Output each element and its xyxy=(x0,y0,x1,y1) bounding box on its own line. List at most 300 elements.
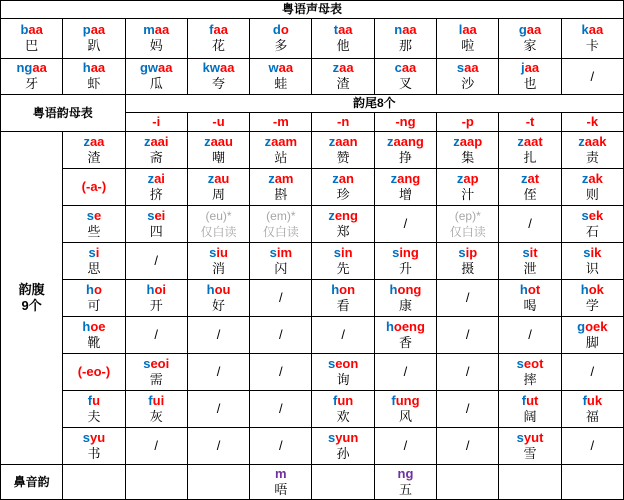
initial-part: s xyxy=(269,244,277,260)
syllabic-nasal-label: 鼻音韵 xyxy=(1,465,62,499)
romanization xyxy=(331,282,355,298)
initial-part: f xyxy=(333,392,338,408)
final-part: aa xyxy=(154,22,170,37)
example-character: 开 xyxy=(149,298,163,314)
romanization xyxy=(82,319,105,335)
example-character: 蛙 xyxy=(274,77,288,92)
example-character: 书 xyxy=(87,446,101,462)
final-part: eot xyxy=(523,355,544,371)
example-character: 侄 xyxy=(523,187,537,203)
romanization xyxy=(143,356,169,372)
romanization xyxy=(143,22,169,38)
example-character: 五 xyxy=(398,482,412,498)
nasal-row-cell xyxy=(499,465,560,499)
final-part: aa xyxy=(28,22,43,37)
example-character: 需 xyxy=(149,372,163,388)
nasal-row-cell xyxy=(312,465,373,499)
not-applicable-mark: / xyxy=(154,327,159,342)
final-cell xyxy=(437,317,498,353)
romanization xyxy=(459,22,477,38)
example-character: 先 xyxy=(336,261,350,277)
nucleus-cell xyxy=(63,206,124,242)
initial-part: h xyxy=(206,281,215,297)
initial-part: g xyxy=(518,22,527,37)
romanization xyxy=(334,245,353,261)
romanization xyxy=(333,60,354,76)
final-cell xyxy=(312,391,373,427)
romanization xyxy=(392,245,419,261)
final-part: yun xyxy=(335,429,359,445)
romanization xyxy=(581,208,603,224)
final-cell xyxy=(250,428,311,464)
example-character: 站 xyxy=(274,150,288,166)
initial-part: w xyxy=(268,60,279,75)
final-part: iu xyxy=(216,244,228,260)
final-part: oe xyxy=(90,318,106,334)
example-character: 石 xyxy=(585,224,599,240)
not-applicable-mark: / xyxy=(216,438,221,453)
final-part: aan xyxy=(335,133,358,149)
final-part: aa xyxy=(588,22,604,37)
final-part: u xyxy=(92,392,101,408)
romanization xyxy=(204,134,233,150)
final-part: eon xyxy=(335,355,359,371)
romanization xyxy=(83,22,105,38)
final-part: ut xyxy=(526,392,539,408)
final-part: ei xyxy=(154,207,166,223)
romanization xyxy=(203,60,235,76)
final-part: it xyxy=(529,244,538,260)
example-character: 挣 xyxy=(398,150,412,166)
example-character: 消 xyxy=(212,261,226,277)
final-part: eng xyxy=(334,207,358,223)
final-part: ak xyxy=(588,170,603,186)
not-applicable-mark: / xyxy=(590,438,595,453)
example-character: 郑 xyxy=(336,224,350,240)
initial-part: gw xyxy=(139,60,159,75)
initial-part: z xyxy=(578,133,585,149)
initial-part: d xyxy=(272,22,281,37)
not-applicable-mark: / xyxy=(341,327,345,342)
initial-part: z xyxy=(517,133,524,149)
final-cell xyxy=(562,206,623,242)
example-character: 虾 xyxy=(87,77,101,92)
nasal-row-cell xyxy=(188,465,249,499)
romanization xyxy=(386,319,425,335)
ending-u: -u xyxy=(188,113,249,131)
romanization xyxy=(520,282,540,298)
example-character: 巴 xyxy=(25,39,39,54)
initial-cell xyxy=(63,59,124,94)
not-applicable-mark: / xyxy=(154,438,159,453)
initial-part: s xyxy=(88,244,96,260)
romanization xyxy=(577,319,607,335)
example-character: 唔 xyxy=(274,482,288,498)
example-character: 沙 xyxy=(461,77,475,92)
initial-part: s xyxy=(458,244,466,260)
final-cell xyxy=(375,391,436,427)
final-part: ik xyxy=(590,244,602,260)
final-part: at xyxy=(527,170,540,186)
final-part: on xyxy=(339,281,356,297)
final-part: aau xyxy=(210,133,233,149)
final-part: aap xyxy=(459,133,483,149)
initial-cell xyxy=(188,19,249,58)
initial-part: s xyxy=(522,244,530,260)
initial-part: s xyxy=(147,207,155,223)
nucleus-count: 9个 xyxy=(21,298,42,313)
final-cell xyxy=(250,206,311,242)
example-character: 询 xyxy=(336,372,350,388)
final-part: ai xyxy=(154,170,165,186)
initial-part: kw xyxy=(202,60,220,75)
initial-cell xyxy=(312,59,373,94)
final-cell xyxy=(312,243,373,279)
nasal-row-cell xyxy=(250,465,311,499)
final-part: aa xyxy=(524,60,540,75)
romanization xyxy=(83,430,105,446)
example-character: 欢 xyxy=(336,409,350,425)
example-character: 孙 xyxy=(336,446,350,462)
vowel-group-label: (-eo-) xyxy=(77,364,111,379)
final-cell xyxy=(312,428,373,464)
final-cell xyxy=(188,428,249,464)
initial-part: z xyxy=(521,170,528,186)
final-cell xyxy=(375,428,436,464)
final-part: aat xyxy=(523,133,543,149)
example-character: 瓜 xyxy=(149,77,163,92)
romanization xyxy=(332,171,354,187)
romanization xyxy=(83,60,105,76)
final-part: ung xyxy=(395,392,420,408)
final-part: aa xyxy=(462,22,477,37)
romanization xyxy=(583,393,603,409)
romanization xyxy=(457,171,479,187)
not-applicable-mark: / xyxy=(590,364,595,379)
example-character: 闪 xyxy=(274,261,288,277)
final-part: aa xyxy=(90,22,106,37)
colloquial-final: (em)* xyxy=(266,209,296,223)
example-character: 靴 xyxy=(87,335,101,351)
example-character: 夸 xyxy=(212,77,226,92)
romanization xyxy=(270,245,292,261)
final-cell xyxy=(312,206,373,242)
initial-part: f xyxy=(391,392,396,408)
syllabic-nasal: m xyxy=(275,465,287,481)
romanization xyxy=(209,245,228,261)
example-character: 叉 xyxy=(398,77,412,92)
example-character: 摄 xyxy=(461,261,475,277)
example-character: 集 xyxy=(461,150,475,166)
initial-part: l xyxy=(458,22,463,37)
not-applicable-mark: / xyxy=(216,401,221,416)
example-character: 家 xyxy=(523,39,537,54)
initial-cell xyxy=(437,59,498,94)
final-cell xyxy=(250,132,311,168)
colloquial-final: (eu)* xyxy=(205,209,232,223)
initial-part: s xyxy=(516,355,524,371)
nucleus-cell xyxy=(63,428,124,464)
romanization xyxy=(395,60,417,76)
not-applicable-mark: / xyxy=(528,216,532,231)
final-cell xyxy=(562,317,623,353)
nucleus-cell xyxy=(63,317,124,353)
initial-part: h xyxy=(389,281,398,297)
initials-table-title: 粤语声母表 xyxy=(1,1,623,18)
romanization xyxy=(269,60,294,76)
final-part: ong xyxy=(397,281,422,297)
final-cell xyxy=(250,243,311,279)
example-character: 看 xyxy=(336,298,350,314)
final-part: aa xyxy=(90,60,106,75)
final-part: ap xyxy=(463,170,479,186)
final-cell xyxy=(126,132,187,168)
final-cell xyxy=(126,169,187,205)
romanization xyxy=(83,134,104,150)
final-part: aa xyxy=(219,60,235,75)
initial-part: z xyxy=(328,207,335,223)
initial-part: h xyxy=(580,281,589,297)
final-cell xyxy=(312,280,373,316)
initial-part: z xyxy=(456,170,464,186)
initial-part: z xyxy=(204,133,211,149)
nucleus-label: 韵腹 xyxy=(18,282,45,297)
final-part: i xyxy=(95,244,100,260)
final-cell xyxy=(437,132,498,168)
initial-part: z xyxy=(453,133,460,149)
example-character: 增 xyxy=(398,187,412,203)
not-applicable-mark: / xyxy=(465,364,470,379)
initial-part: f xyxy=(87,392,93,408)
example-character: 那 xyxy=(398,39,412,54)
not-applicable-mark: / xyxy=(465,438,470,453)
endings-title: 韵尾8个 xyxy=(126,95,623,112)
romanization xyxy=(522,393,539,409)
romanization xyxy=(208,171,230,187)
not-applicable-mark: / xyxy=(216,364,221,379)
example-character: 喝 xyxy=(523,298,537,314)
final-part: oeng xyxy=(393,318,425,334)
romanization xyxy=(334,22,353,38)
final-part: yut xyxy=(523,429,544,445)
initial-part: k xyxy=(581,22,589,37)
initial-part: s xyxy=(581,207,589,223)
initial-part: h xyxy=(82,60,91,75)
romanization xyxy=(265,134,298,150)
romanization xyxy=(87,208,101,224)
example-character: 可 xyxy=(87,298,101,314)
final-part: yu xyxy=(89,429,106,445)
romanization xyxy=(268,171,293,187)
initial-cell xyxy=(437,19,498,58)
initial-part: h xyxy=(85,281,94,297)
final-cell xyxy=(375,206,436,242)
not-applicable-mark: / xyxy=(528,327,532,342)
initial-part: s xyxy=(82,429,90,445)
initial-part: h xyxy=(82,318,91,334)
not-applicable-mark: / xyxy=(465,327,470,342)
initial-part: z xyxy=(264,133,272,149)
example-character: 多 xyxy=(274,39,288,54)
final-cell xyxy=(437,169,498,205)
initial-cell xyxy=(126,19,187,58)
final-cell xyxy=(375,132,436,168)
nasal-row-cell xyxy=(562,465,623,499)
romanization xyxy=(391,393,419,409)
not-applicable-mark: / xyxy=(279,290,283,305)
final-cell xyxy=(375,354,436,390)
romanization xyxy=(391,171,421,187)
example-character: 阔 xyxy=(523,409,537,425)
romanization xyxy=(578,134,606,150)
final-cell xyxy=(437,243,498,279)
final-part: ot xyxy=(527,281,541,297)
romanization xyxy=(517,134,542,150)
initial-part: s xyxy=(333,244,341,260)
romanization xyxy=(333,393,353,409)
romanization xyxy=(387,134,424,150)
final-part: un xyxy=(337,392,354,408)
final-cell xyxy=(562,280,623,316)
final-cell xyxy=(499,391,560,427)
final-cell xyxy=(562,132,623,168)
romanization xyxy=(148,393,164,409)
final-part: aa xyxy=(339,60,354,75)
example-character: 识 xyxy=(585,261,599,277)
final-cell xyxy=(375,280,436,316)
example-character: 思 xyxy=(87,261,101,277)
example-character: 花 xyxy=(212,39,226,54)
initial-part: z xyxy=(581,170,589,186)
final-cell xyxy=(126,317,187,353)
initial-part: s xyxy=(456,60,465,75)
final-cell xyxy=(188,354,249,390)
romanization xyxy=(522,245,537,261)
final-cell xyxy=(375,169,436,205)
initial-cell xyxy=(188,59,249,94)
romanization xyxy=(583,245,601,261)
romanization xyxy=(457,60,479,76)
colloquial-only-note: 仅白读 xyxy=(449,225,486,239)
colloquial-only-note: 仅白读 xyxy=(262,225,299,239)
nucleus-cell xyxy=(63,169,124,205)
initial-part: f xyxy=(209,22,214,37)
final-cell xyxy=(562,243,623,279)
example-character: 趴 xyxy=(87,39,101,54)
initial-part: h xyxy=(519,281,528,297)
initial-part: z xyxy=(332,170,339,186)
not-applicable-mark: / xyxy=(403,216,408,231)
example-character: 扎 xyxy=(523,150,537,166)
final-part: aa xyxy=(526,22,542,37)
initial-cell xyxy=(499,59,560,94)
final-part: aa xyxy=(213,22,228,37)
final-part: in xyxy=(340,244,353,260)
final-cell xyxy=(250,169,311,205)
initial-part: z xyxy=(207,170,215,186)
final-cell xyxy=(126,428,187,464)
romanization xyxy=(328,356,358,372)
romanization xyxy=(521,60,539,76)
final-cell xyxy=(499,169,560,205)
nasal-row-cell xyxy=(126,465,187,499)
nucleus-cell xyxy=(63,354,124,390)
romanization xyxy=(517,430,544,446)
initial-cell xyxy=(63,19,124,58)
final-part: oi xyxy=(154,281,166,297)
final-part: aa xyxy=(32,60,47,75)
final-part: ui xyxy=(152,392,165,408)
final-cell xyxy=(250,354,311,390)
not-applicable-mark: / xyxy=(465,290,470,305)
example-character: 摔 xyxy=(523,372,537,388)
final-part: ing xyxy=(399,244,419,260)
final-cell xyxy=(437,428,498,464)
romanization xyxy=(146,282,166,298)
initial-part: m xyxy=(143,22,155,37)
final-cell xyxy=(312,354,373,390)
final-cell xyxy=(499,428,560,464)
example-character: 灰 xyxy=(149,409,163,425)
ending-i: -i xyxy=(126,113,187,131)
not-applicable-mark: / xyxy=(590,68,595,84)
final-cell xyxy=(188,243,249,279)
final-cell xyxy=(250,280,311,316)
romanization xyxy=(209,22,228,38)
initial-part: s xyxy=(516,429,524,445)
romanization xyxy=(148,171,165,187)
final-cell xyxy=(499,354,560,390)
not-applicable-mark: / xyxy=(279,401,283,416)
final-part: ou xyxy=(214,281,231,297)
final-cell xyxy=(188,391,249,427)
final-part: oek xyxy=(585,318,608,334)
colloquial-only-note: 仅白读 xyxy=(200,225,237,239)
example-character: 也 xyxy=(523,77,537,92)
initial-cell xyxy=(562,19,623,58)
romanization xyxy=(88,393,100,409)
final-part: ok xyxy=(588,281,604,297)
ending-n: -n xyxy=(312,113,373,131)
ending-m: -m xyxy=(250,113,311,131)
initial-part: n xyxy=(394,22,403,37)
ending-t: -t xyxy=(499,113,560,131)
final-cell xyxy=(437,280,498,316)
initial-part: s xyxy=(583,244,591,260)
romanization xyxy=(581,282,604,298)
final-cell xyxy=(250,317,311,353)
final-cell xyxy=(375,243,436,279)
initial-part: f xyxy=(521,392,527,408)
final-cell xyxy=(499,132,560,168)
nucleus-cell xyxy=(63,391,124,427)
initial-cell xyxy=(499,19,560,58)
final-cell xyxy=(126,206,187,242)
romanization xyxy=(328,430,358,446)
final-part: aam xyxy=(271,133,298,149)
final-cell xyxy=(499,243,560,279)
initial-cell xyxy=(250,59,311,94)
not-applicable-mark: / xyxy=(279,364,283,379)
final-cell xyxy=(499,317,560,353)
nasal-row-cell xyxy=(63,465,124,499)
initial-part: s xyxy=(143,355,151,371)
initial-part: h xyxy=(146,281,155,297)
initial-part: z xyxy=(387,133,394,149)
initial-part: b xyxy=(20,22,29,37)
example-character: 渣 xyxy=(87,150,101,166)
romanization xyxy=(329,134,358,150)
